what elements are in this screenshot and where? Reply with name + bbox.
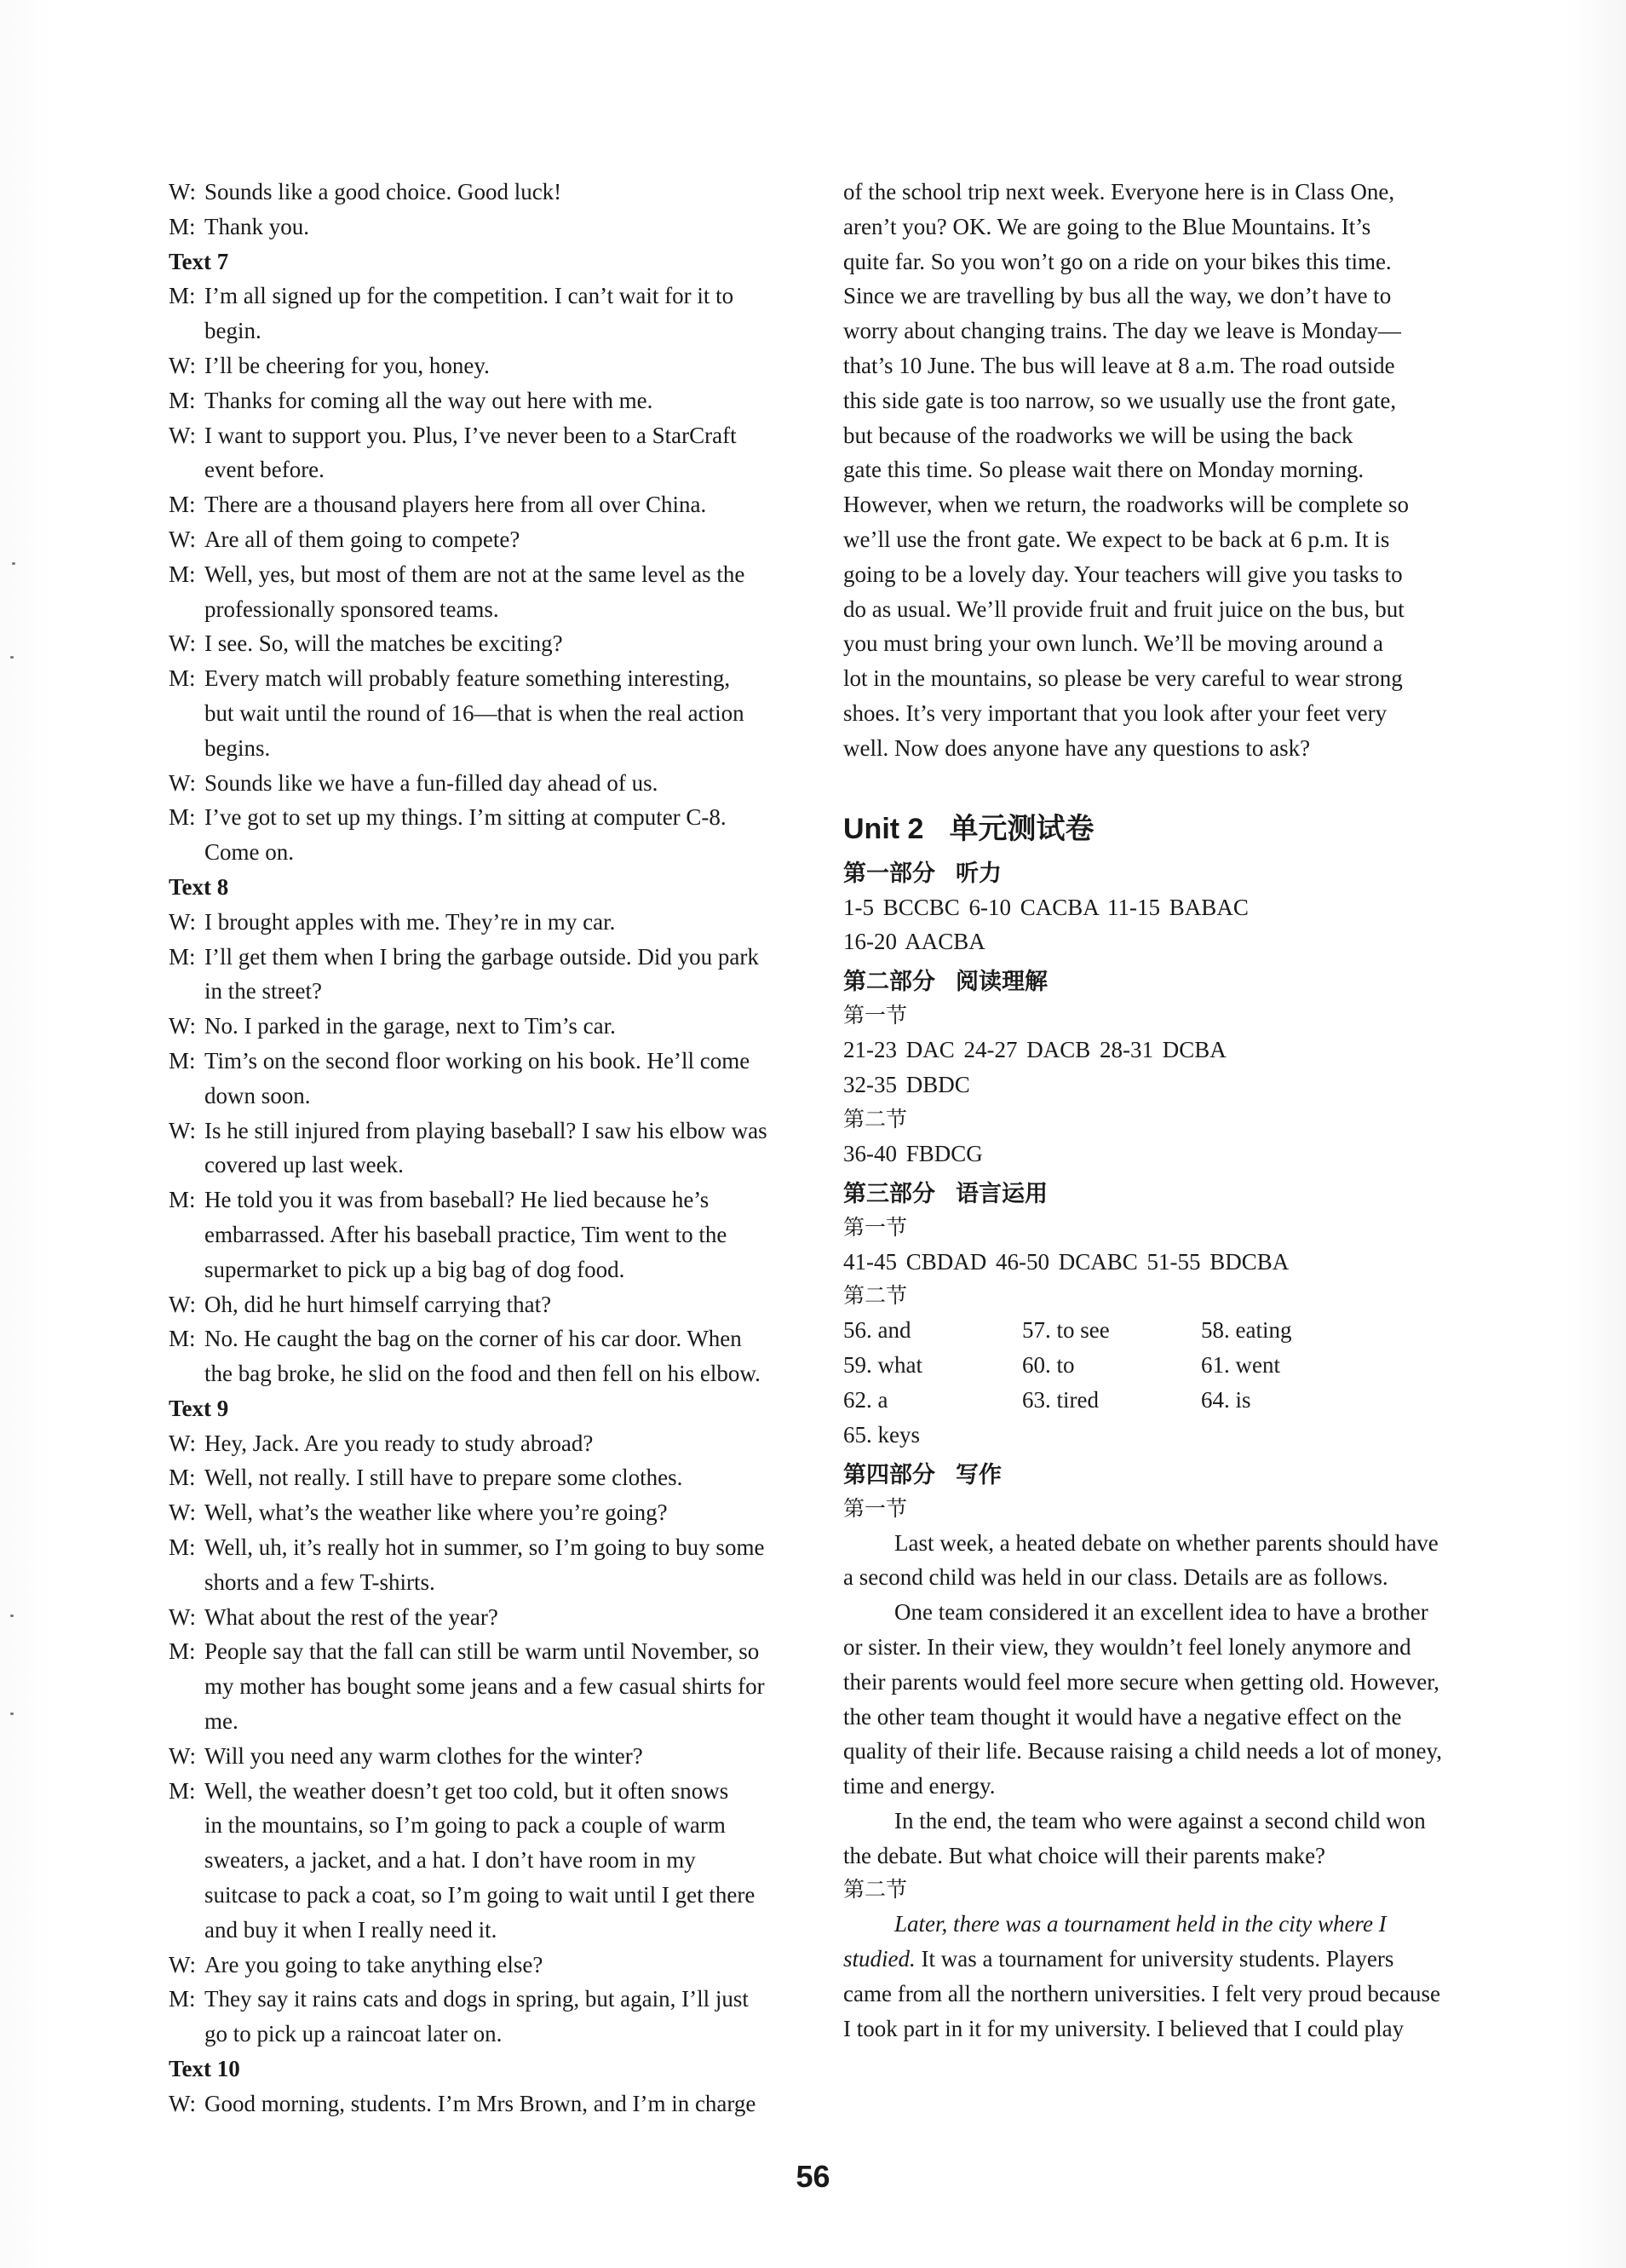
blank-answer: 60. to <box>1022 1352 1075 1379</box>
dialogue-continuation: embarrassed. After his baseball practice, Tim went to the <box>204 1221 727 1247</box>
dialogue-text: Well, uh, it’s really hot in summer, so I’m going to buy some <box>204 1534 765 1561</box>
dialogue-text: I see. So, will the matches be exciting? <box>204 630 563 657</box>
blank-answer: 61. went <box>1201 1352 1280 1379</box>
text-9-heading: Text 9 <box>169 1395 229 1421</box>
dialogue-line <box>169 1287 816 1322</box>
dialogue-text: There are a thousand players here from all over China. <box>204 492 707 518</box>
speaker-label: W: <box>169 1430 196 1456</box>
monologue-line: lot in the mountains, so please be very careful to wear strong <box>843 665 1403 692</box>
dialogue-continuation: covered up last week. <box>204 1152 404 1178</box>
scan-speck <box>10 1615 14 1617</box>
page-number: 56 <box>796 2159 830 2194</box>
dialogue-text: Well, yes, but most of them are not at the same level as the <box>204 561 745 587</box>
part-3-section-2: 第二节 <box>843 1283 908 1309</box>
monologue-line: shoes. It’s very important that you look after your feet very <box>843 699 1388 726</box>
dialogue-line <box>169 766 816 801</box>
essay-line: One team considered it an excellent idea to have a brother <box>894 1599 1428 1626</box>
dialogue-text: They say it rains cats and dogs in spring, but again, I’ll just <box>204 1986 749 2012</box>
dialogue-line <box>169 1739 816 1774</box>
speaker-label: W: <box>169 1013 196 1039</box>
answer-line: 41-45 CBDAD 46-50 DCABC 51-55 BDCBA <box>843 1248 1290 1275</box>
speaker-label: M: <box>169 1047 196 1074</box>
speaker-label: M: <box>169 1465 196 1491</box>
blank-answer: 64. is <box>1201 1386 1251 1413</box>
dialogue-line <box>169 1183 816 1217</box>
blank-answer: 65. keys <box>843 1421 920 1448</box>
speaker-label: M: <box>169 387 196 413</box>
dialogue-continuation: Come on. <box>204 839 294 866</box>
essay-line: time and energy. <box>843 1773 996 1799</box>
monologue-line: worry about changing trains. The day we leave is Monday— <box>843 318 1401 344</box>
answer-line: 36-40 FBDCG <box>843 1140 983 1166</box>
speaker-label: M: <box>169 1986 196 2012</box>
blank-answer: 56. and <box>843 1317 911 1344</box>
monologue-line: going to be a lovely day. Your teachers will give you tasks to <box>843 561 1403 587</box>
speaker-label: W: <box>169 769 196 796</box>
dialogue-line <box>169 210 816 245</box>
dialogue-line <box>169 1948 816 1983</box>
essay-italic-text: studied. <box>843 1946 916 1972</box>
essay-line: a second child was held in our class. Details are as follows. <box>843 1564 1388 1591</box>
dialogue-text: Well, what’s the weather like where you’re going? <box>204 1500 668 1526</box>
monologue-line: we’ll use the front gate. We expect to be back at 6 p.m. It is <box>843 526 1390 552</box>
dialogue-line <box>169 661 816 696</box>
part-1-answers <box>843 890 1491 960</box>
essay-line: their parents would feel more secure when getting old. However, <box>843 1668 1439 1695</box>
right-column <box>843 175 1491 2046</box>
speaker-label: W: <box>169 1951 196 1977</box>
dialogue-line <box>169 487 816 522</box>
text-8-heading: Text 8 <box>169 873 229 900</box>
dialogue-text: Thank you. <box>204 213 309 239</box>
part-3-blank-answers <box>843 1313 1491 1452</box>
dialogue-text: I brought apples with me. They’re in my car. <box>204 908 616 935</box>
unit-number: Unit 2 <box>843 812 924 845</box>
monologue-line: of the school trip next week. Everyone here is in Class One, <box>843 179 1395 204</box>
dialogue-line <box>169 1600 816 1635</box>
scan-speck <box>12 562 15 565</box>
monologue-line: gate this time. So please wait there on Monday morning. <box>843 457 1365 483</box>
speaker-label: M: <box>169 804 196 831</box>
essay-line: I took part in it for my university. I believed that I could play <box>843 2015 1405 2041</box>
dialogue-text: I’ll get them when I bring the garbage outside. Did you park <box>204 943 759 970</box>
text-10-heading: Text 10 <box>169 2056 240 2082</box>
dialogue-line <box>169 905 816 940</box>
speaker-label: M: <box>169 1187 196 1213</box>
dialogue-line <box>169 940 816 975</box>
blank-answer: 59. what <box>843 1352 922 1379</box>
part-3-heading <box>843 1177 1491 1211</box>
dialogue-line <box>169 1044 816 1079</box>
speaker-label: M: <box>169 492 196 518</box>
speaker-label: W: <box>169 1500 196 1526</box>
dialogue-continuation: shorts and a few T-shirts. <box>204 1569 435 1595</box>
scan-speck <box>10 656 14 659</box>
monologue-line: do as usual. We’ll provide fruit and fruit juice on the bus, but <box>843 596 1405 622</box>
dialogue-line <box>169 1460 816 1495</box>
dialogue-continuation: event before. <box>204 457 325 483</box>
dialogue-text: No. I parked in the garage, next to Tim’s car. <box>204 1013 616 1039</box>
dialogue-text: Are all of them going to compete? <box>204 526 520 552</box>
text-8-dialogue <box>169 905 816 1391</box>
writing-section-2-essay <box>843 1907 1491 2046</box>
speaker-label: W: <box>169 352 196 378</box>
dialogue-text: I’ll be cheering for you, honey. <box>204 352 490 378</box>
dialogue-text: I’m all signed up for the competition. I can’t wait for it to <box>204 283 734 309</box>
speaker-label: M: <box>169 1326 196 1352</box>
monologue-line: Since we are travelling by bus all the way, we don’t have to <box>843 283 1392 309</box>
part-4-label: 第四部分 <box>843 1461 935 1488</box>
part-2-name: 阅读理解 <box>956 969 1048 995</box>
essay-text: It was a tournament for university students. Players <box>915 1946 1394 1972</box>
dialogue-line <box>169 2087 816 2121</box>
speaker-label: W: <box>169 1603 196 1630</box>
part-2-heading <box>843 964 1491 999</box>
speaker-label: M: <box>169 213 196 239</box>
dialogue-text: I’ve got to set up my things. I’m sitting at computer C-8. <box>204 804 727 831</box>
dialogue-text: Sounds like we have a fun-filled day ahead of us. <box>204 769 658 796</box>
dialogue-continuation: sweaters, a jacket, and a hat. I don’t have room in my <box>204 1847 696 1874</box>
speaker-label: M: <box>169 1777 196 1804</box>
dialogue-text: Hey, Jack. Are you ready to study abroad? <box>204 1430 594 1456</box>
unit-title <box>843 810 1491 848</box>
monologue-line: but because of the roadworks we will be using the back <box>843 422 1353 448</box>
part-2-section-2-answers <box>843 1137 1491 1171</box>
part-2-label: 第二部分 <box>843 969 935 995</box>
dialogue-text: Well, the weather doesn’t get too cold, but it often snows <box>204 1777 729 1804</box>
speaker-label: M: <box>169 283 196 309</box>
part-4-name: 写作 <box>956 1461 1002 1488</box>
part-4-heading <box>843 1458 1491 1492</box>
speaker-label: W: <box>169 1117 196 1143</box>
text-10-continuation <box>843 175 1491 766</box>
dialogue-continuation: begin. <box>204 318 261 344</box>
dialogue-line <box>169 1530 816 1565</box>
text-7-heading: Text 7 <box>169 248 229 274</box>
speaker-label: W: <box>169 1742 196 1769</box>
part-4-section-1: 第一节 <box>843 1495 908 1521</box>
monologue-line: However, when we return, the roadworks will be complete so <box>843 492 1409 518</box>
dialogue-continuation: me. <box>204 1708 238 1735</box>
part-3-label: 第三部分 <box>843 1180 935 1206</box>
dialogue-line <box>169 348 816 383</box>
dialogue-text: Oh, did he hurt himself carrying that? <box>204 1291 552 1317</box>
monologue-line: this side gate is too narrow, so we usually use the front gate, <box>843 387 1397 413</box>
dialogue-continuation: down soon. <box>204 1082 311 1108</box>
text-10-dialogue <box>169 2087 816 2121</box>
speaker-label: M: <box>169 665 196 692</box>
dialogue-text: Is he still injured from playing baseball? I saw his elbow was <box>204 1117 767 1143</box>
dialogue-line <box>169 1774 816 1809</box>
dialogue-continuation: in the street? <box>204 978 322 1004</box>
dialogue-continuation: but wait until the round of 16—that is when the real action <box>204 699 744 726</box>
dialogue-continuation: supermarket to pick up a big bag of dog food. <box>204 1256 625 1282</box>
part-1-heading <box>843 856 1491 890</box>
speaker-label: M: <box>169 1638 196 1665</box>
dialogue-continuation: in the mountains, so I’m going to pack a couple of warm <box>204 1812 726 1839</box>
dialogue-continuation: and buy it when I really need it. <box>204 1916 497 1943</box>
blank-answer: 58. eating <box>1201 1317 1292 1344</box>
dialogue-line <box>169 626 816 661</box>
dialogue-line <box>169 175 816 210</box>
answer-line: 1-5 BCCBC 6-10 CACBA 11-15 BABAC <box>843 894 1249 920</box>
dialogue-line <box>169 383 816 418</box>
part-3-section-1-answers <box>843 1245 1491 1280</box>
dialogue-text: Well, not really. I still have to prepare some clothes. <box>204 1465 683 1491</box>
dialogue-line <box>169 1426 816 1461</box>
part-2-section-1-answers <box>843 1033 1491 1102</box>
answer-line: 32-35 DBDC <box>843 1071 970 1097</box>
dialogue-text: Good morning, students. I’m Mrs Brown, and I’m in charge <box>204 2090 756 2116</box>
dialogue-line <box>169 1114 816 1148</box>
monologue-line: aren’t you? OK. We are going to the Blue Mountains. It’s <box>843 213 1371 239</box>
speaker-label: M: <box>169 561 196 587</box>
dialogue-continuation: the bag broke, he slid on the food and then fell on his elbow. <box>204 1361 761 1387</box>
answer-line: 16-20 AACBA <box>843 929 985 955</box>
essay-line <box>843 1907 1491 1942</box>
monologue-line: quite far. So you won’t go on a ride on your bikes this time. <box>843 248 1392 274</box>
essay-line: In the end, the team who were against a second child won <box>894 1807 1426 1833</box>
dialogue-continuation: my mother has bought some jeans and a few casual shirts for <box>204 1673 765 1700</box>
dialogue-continuation: go to pick up a raincoat later on. <box>204 2021 503 2047</box>
dialogue-line <box>169 418 816 453</box>
dialogue-continuation: professionally sponsored teams. <box>204 596 499 622</box>
speaker-label: W: <box>169 908 196 935</box>
dialogue-line <box>169 800 816 835</box>
essay-line <box>843 1942 1491 1977</box>
essay-line: the other team thought it would have a negative effect on the <box>843 1703 1402 1730</box>
essay-line: came from all the northern universities. I felt very proud because <box>843 1981 1440 2007</box>
speaker-label: W: <box>169 526 196 552</box>
dialogue-text: He told you it was from baseball? He lied because he’s <box>204 1187 710 1213</box>
dialogue-line <box>169 1321 816 1356</box>
speaker-label: M: <box>169 943 196 970</box>
dialogue-line <box>169 557 816 592</box>
writing-section-1-essay <box>843 1526 1491 1874</box>
dialogue-continuation: begins. <box>204 734 271 761</box>
part-1-name: 听力 <box>956 860 1002 886</box>
part-3-section-1: 第一节 <box>843 1214 908 1240</box>
left-column <box>169 175 816 2121</box>
dialogue-text: Thanks for coming all the way out here with me. <box>204 387 653 413</box>
part-2-section-2: 第二节 <box>843 1106 908 1131</box>
blank-answer: 62. a <box>843 1386 888 1413</box>
text-9-dialogue <box>169 1426 816 2052</box>
dialogue-line <box>169 1982 816 2017</box>
answer-line: 21-23 DAC 24-27 DACB 28-31 DCBA <box>843 1037 1227 1063</box>
monologue-line: well. Now does anyone have any questions to ask? <box>843 734 1311 761</box>
blank-answer: 63. tired <box>1022 1386 1099 1413</box>
essay-line: quality of their life. Because raising a child needs a lot of money, <box>843 1738 1443 1764</box>
dialogue-continuation: suitcase to pack a coat, so I’m going to wait until I get there <box>204 1882 756 1908</box>
dialogue-text: Tim’s on the second floor working on his book. He’ll come <box>204 1047 750 1074</box>
speaker-label: W: <box>169 422 196 448</box>
dialogue-line <box>169 1009 816 1044</box>
dialogue-text: Will you need any warm clothes for the winter? <box>204 1742 643 1769</box>
essay-line: the debate. But what choice will their parents make? <box>843 1842 1326 1868</box>
dialogue-text: No. He caught the bag on the corner of his car door. When <box>204 1326 742 1352</box>
speaker-label: M: <box>169 1534 196 1561</box>
speaker-label: W: <box>169 630 196 657</box>
dialogue-text: I want to support you. Plus, I’ve never been to a StarCraft <box>204 422 737 448</box>
monologue-line: you must bring your own lunch. We’ll be moving around a <box>843 630 1383 657</box>
essay-line: Last week, a heated debate on whether parents should have <box>894 1529 1439 1556</box>
part-1-label: 第一部分 <box>843 860 935 886</box>
dialogue-line <box>169 1634 816 1669</box>
part-3-name: 语言运用 <box>956 1180 1048 1206</box>
dialogue-text: People say that the fall can still be warm until November, so <box>204 1638 760 1665</box>
text-7-dialogue <box>169 279 816 870</box>
part-4-section-2: 第二节 <box>843 1877 908 1902</box>
dialogue-line <box>169 1495 816 1530</box>
dialogue-text: Every match will probably feature something interesting, <box>204 665 731 692</box>
essay-italic-text: Later, there was a tournament held in the city where I <box>894 1911 1387 1937</box>
speaker-label: W: <box>169 2090 196 2116</box>
speaker-label: W: <box>169 179 196 204</box>
unit-subtitle: 单元测试卷 <box>949 812 1095 845</box>
part-2-section-1: 第一节 <box>843 1003 908 1028</box>
monologue-line: that’s 10 June. The bus will leave at 8 a.m. The road outside <box>843 352 1395 378</box>
blank-answer: 57. to see <box>1022 1317 1110 1344</box>
dialogue-line <box>169 522 816 557</box>
speaker-label: W: <box>169 1291 196 1317</box>
essay-line: or sister. In their view, they wouldn’t feel lonely anymore and <box>843 1633 1411 1660</box>
intro-dialogue <box>169 175 816 245</box>
dialogue-line <box>169 279 816 314</box>
scan-speck <box>10 1713 14 1715</box>
dialogue-text: What about the rest of the year? <box>204 1603 498 1630</box>
dialogue-text: Are you going to take anything else? <box>204 1951 543 1977</box>
dialogue-text: Sounds like a good choice. Good luck! <box>204 179 562 204</box>
